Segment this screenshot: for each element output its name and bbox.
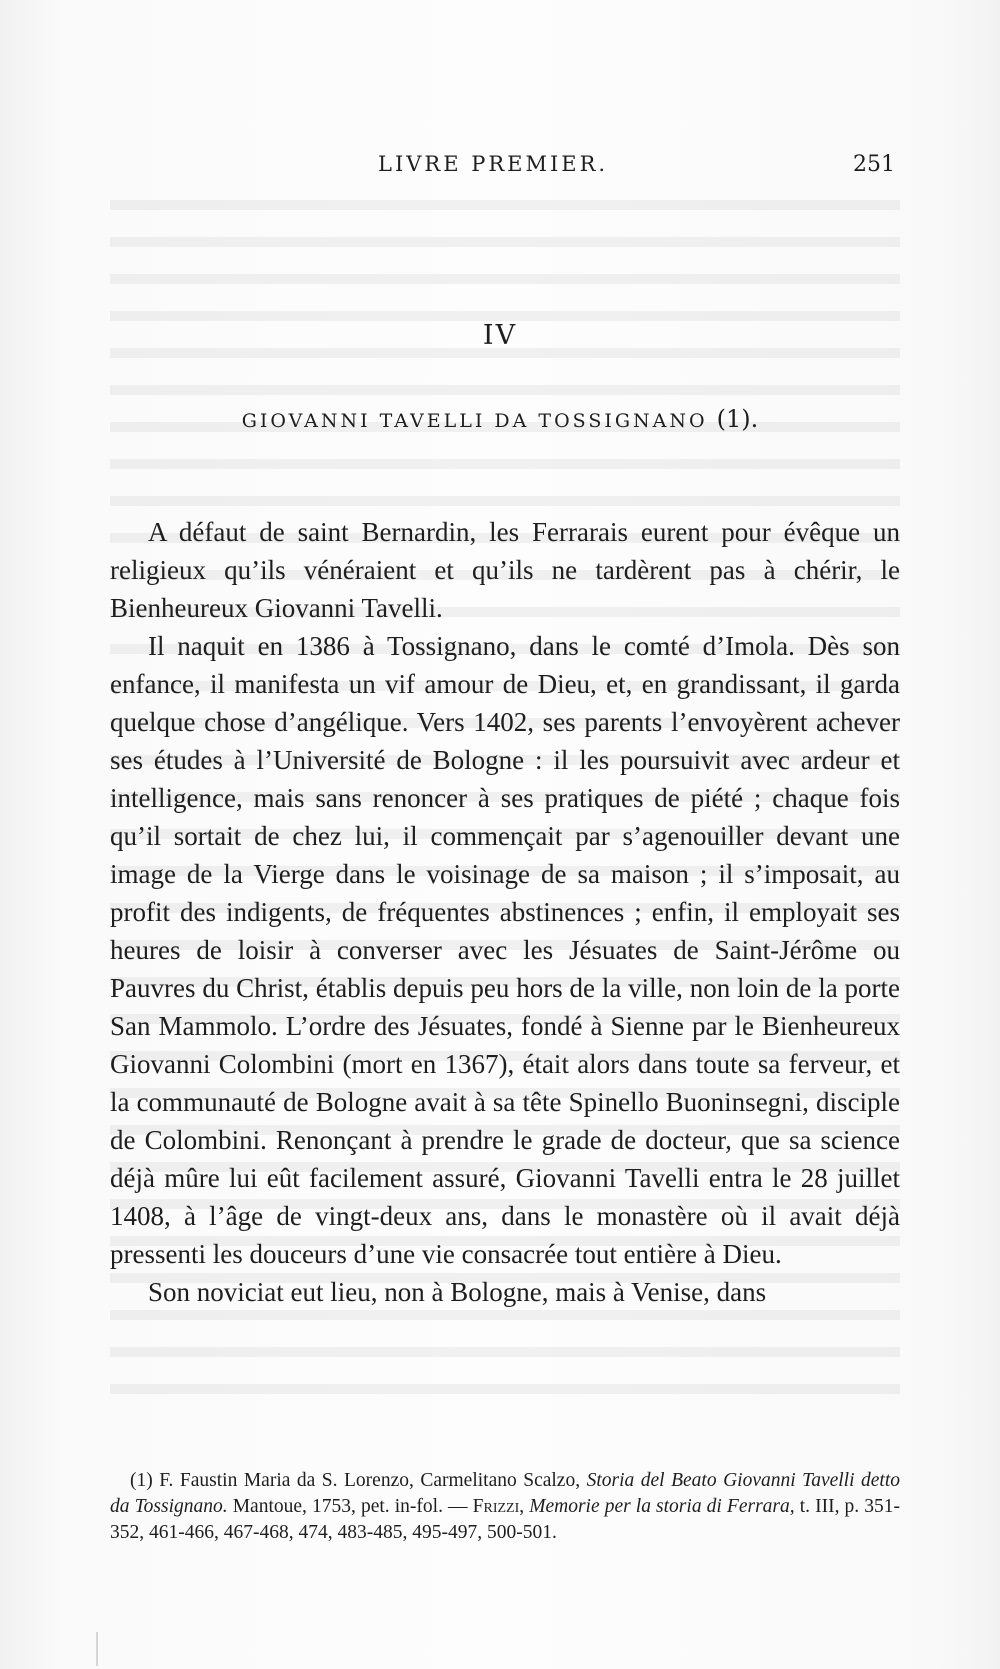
footnote-second-work: Memorie per la storia di Ferrara, bbox=[529, 1496, 795, 1517]
running-head bbox=[110, 152, 895, 188]
section-number: IV bbox=[482, 320, 518, 351]
paragraph: Son noviciat eut lieu, non à Bologne, mais à Venise, dans bbox=[148, 1277, 767, 1307]
margin-mark bbox=[96, 1632, 98, 1666]
paragraph: Il naquit en 1386 à Tossignano, dans le comté d’Imola. Dès son enfance, il manifesta un vif amour de Dieu, et, en grandissant, il garda quelque chose d’angélique. Vers 1402, ses parents l’envoyèrent achever ses études à l’Université de Bologne : il les poursuivit avec ardeur et intelligence, mais sans renoncer à ses pratiques de piété ; chaque fois qu’il sortait de chez lui, il commençait par s’agenouiller devant une image de la Vierge dans le voisinage de sa maison ; il s’imposait, au profit des indigents, de fréquentes abstinences ; enfin, il employait ses heures de loisir à converser avec les Jésuates de Saint-Jérôme ou Pauvres du Christ, établis depuis peu hors de la ville, non loin de la porte San Mammolo. L’ordre des Jésuates, fondé à Sienne par le Bienheureux Giovanni Colombini (mort en 1367), était alors dans toute sa ferveur, et la communauté de Bologne avait à sa tête Spinello Buoninsegni, disciple de Colombini. Renonçant à prendre le grade de docteur, que sa science déjà mûre lui eût facilement assuré, Giovanni Tavelli entra le 28 juillet 1408, à l’âge de vingt-deux ans, dans le monastère où il avait déjà pressenti les douceurs d’une vie consacrée tout entière à Dieu. bbox=[110, 631, 900, 1269]
footnote-reference: (1). bbox=[716, 405, 759, 433]
footnote bbox=[110, 1468, 900, 1546]
body-text bbox=[110, 513, 900, 1311]
footnote-marker: (1) bbox=[130, 1470, 153, 1491]
running-head-title: LIVRE PREMIER. bbox=[378, 152, 609, 176]
chapter-title bbox=[0, 405, 1000, 433]
paragraph: A défaut de saint Bernardin, les Ferrarais eurent pour évêque un religieux qu’ils vénéraient et qu’ils ne tardèrent pas à chérir, le Bienheureux Giovanni Tavelli. bbox=[110, 517, 900, 623]
footnote-work-title: Storia del Beato Giovanni Tavelli detto da Tossignano. bbox=[110, 1470, 900, 1517]
footnote-second-author: Frizzi, bbox=[472, 1496, 525, 1517]
chapter-title-text: GIOVANNI TAVELLI DA TOSSIGNANO bbox=[241, 410, 708, 432]
footnote-publication: Mantoue, 1753, pet. in-fol. — bbox=[232, 1496, 468, 1517]
footnote-pages: t. III, p. 351-352, 461-466, 467-468, 474, 483-485, 495-497, 500-501. bbox=[110, 1496, 901, 1543]
page-number: 251 bbox=[853, 152, 895, 177]
footnote-text bbox=[110, 1468, 900, 1546]
footnote-author: F. Faustin Maria da S. Lorenzo, Carmelitano Scalzo, bbox=[159, 1470, 581, 1491]
